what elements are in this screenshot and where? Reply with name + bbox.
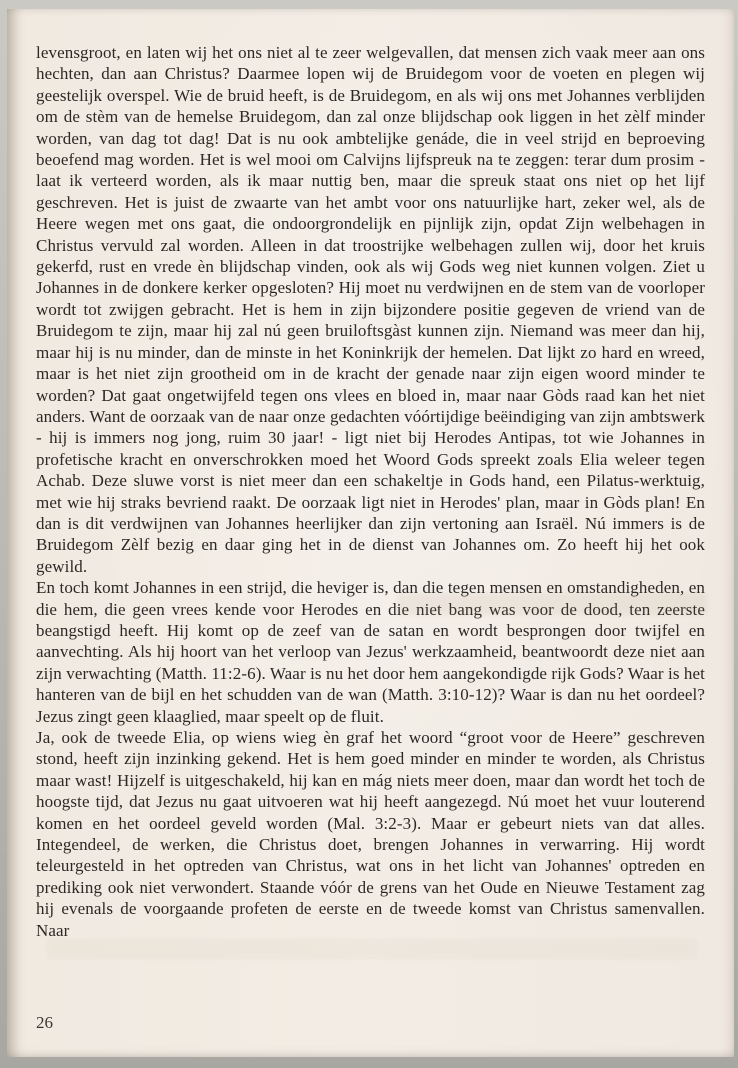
page-number: 26: [36, 1013, 53, 1032]
paragraph: En toch komt Johannes in een strijd, die heviger is, dan die tegen mensen en omstandigheden, en die hem, die geen vrees kende voor Herodes en die niet bang was voor de dood, ten zeerste beangstigd heeft. Hij komt op de zeef van de satan en wordt besprongen door twijfel en aanvechting. Als hij hoort van het verloop van Jezus' werkzaamheid, beantwoordt deze niet aan zijn verwachting (Matth. 11:2-6). Waar is nu het door hem aangekondigde rijk Gods? Waar is het hanteren van de bijl en het schudden van de wan (Matth. 3:10-12)? Waar is dan nu het oordeel? Jezus zingt geen klaaglied, maar speelt op de fluit.: [36, 578, 705, 726]
page-surface: [7, 9, 734, 1057]
paragraph: Ja, ook de tweede Elia, op wiens wieg èn graf het woord “groot voor de Heere” geschreven stond, heeft zijn inzinking gekend. Het is hem goed minder en minder te worden, als Christus maar wast! Hijzelf is uitgeschakeld, hij kan en mág niets meer doen, maar dan wordt het toch de hoogste tijd, dat Jezus nu gaat uitvoeren wat hij heeft aangezegd. Nú moet het vuur louterend komen en het oordeel geveld worden (Mal. 3:2-3). Maar er gebeurt niets van dat alles. Integendeel, de werken, die Christus doet, brengen Johannes in verwarring. Hij wordt teleurgesteld in het optreden van Christus, wat ons in het licht van Johannes' optreden en prediking ook niet verwondert. Staande vóór de grens van het Oude en Nieuwe Testament zag hij evenals de voorgaande profeten de eerste en de tweede komst van Christus samenvallen. Naar: [36, 728, 705, 940]
scan-bleedthrough-artifact: [47, 939, 697, 959]
page-text: [36, 42, 705, 941]
paragraph: levensgroot, en laten wij het ons niet al te zeer welgevallen, dat mensen zich vaak meer aan ons hechten, dan aan Christus? Daarmee lopen wij de Bruidegom voor de voeten en plegen wij geestelijk overspel. Wie de bruid heeft, is de Bruidegom, en als wij ons met Johannes verblijden om de stèm van de hemelse Bruidegom, dan zal onze blijdschap ook liggen in het zèlf minder worden, van dag tot dag! Dat is nu ook ambtelijke genáde, die in veel strijd en beproeving beoefend mag worden. Het is wel mooi om Calvijns lijfspreuk na te zeggen: terar dum prosim - laat ik verteerd worden, als ik maar nuttig ben, maar die spreuk staat ons niet op het lijf geschreven. Het is juist de zwaarte van het ambt voor ons natuurlijke hart, zeker wel, als de Heere wegen met ons gaat, die ondoorgrondelijk en pijnlijk zijn, opdat Zijn welbehagen in Christus vervuld zal worden. Alleen in dat troostrijke welbehagen zullen wij, door het kruis gekerfd, rust en vrede èn blijdschap vinden, ook als wij Gods weg niet kunnen volgen. Ziet u Johannes in de donkere kerker opgesloten? Hij moet nu verdwijnen en de stem van de voorloper wordt tot zwijgen gebracht. Het is hem in zijn bijzondere positie gegeven de vriend van de Bruidegom te zijn, maar hij zal nú geen bruiloftsgàst kunnen zijn. Niemand was meer dan hij, maar hij is nu minder, dan de minste in het Koninkrijk der hemelen. Dat lijkt zo hard en wreed, maar is het niet zijn grootheid om in de kracht der genade naar zijn eigen woord minder te worden? Dat gaat ongetwijfeld tegen ons vlees en bloed in, maar naar Gòds raad kan het niet anders. Want de oorzaak van de naar onze gedachten vóórtijdige beëindiging van zijn ambtswerk - hij is immers nog jong, ruim 30 jaar! - ligt niet bij Herodes Antipas, tot wie Johannes in profetische kracht en onverschrokken moed het Woord Gods spreekt zoals Elia weleer tegen Achab. Deze sluwe vorst is niet meer dan een schakeltje in Gods hand, een Pilatus-werktuig, met wie hij straks bevriend raakt. De oorzaak ligt niet in Herodes' plan, maar in Gòds plan! En dan is dit verdwijnen van Johannes heerlijker dan zijn vertoning aan Israël. Nú immers is de Bruidegom Zèlf bezig en daar ging het in de dienst van Johannes om. Zo heeft hij het ook gewild.: [36, 43, 705, 576]
